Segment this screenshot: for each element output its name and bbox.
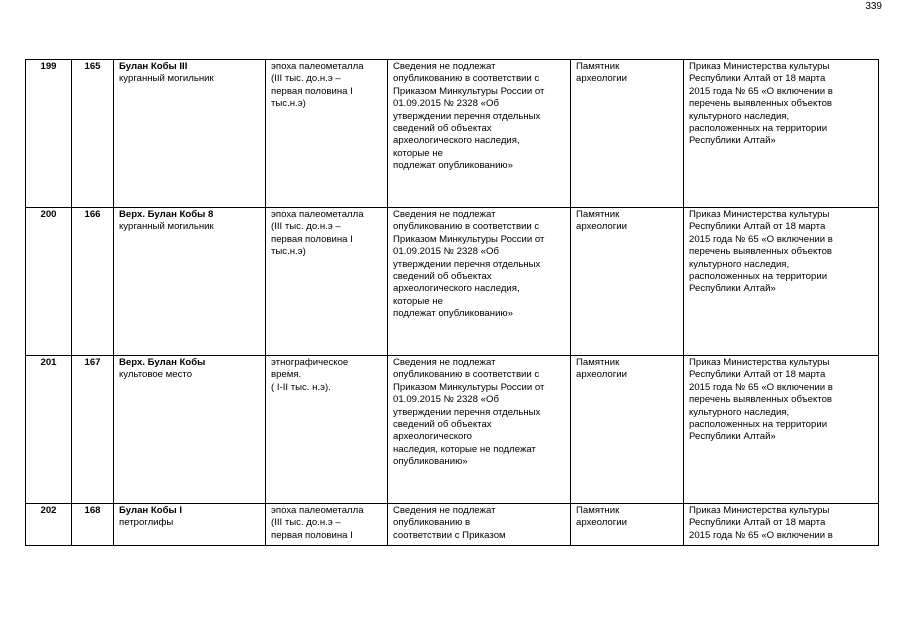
- page-number: 339: [865, 1, 882, 12]
- category-cell: Памятник археологии: [571, 356, 684, 504]
- dating-cell: эпоха палеометалла (III тыс. до.н.э – первая половина I: [266, 504, 388, 546]
- object-number-cell: 166: [72, 208, 114, 356]
- object-type: культовое место: [119, 369, 193, 381]
- table-row: [26, 504, 879, 546]
- heritage-registry-table: [25, 59, 879, 546]
- object-name-cell: [114, 504, 266, 546]
- location-info-cell: Сведения не подлежат опубликованию в соответствии с Приказом Минкультуры России от 01.09.2015 № 2328 «Об утверждении перечня отдельных сведений об объектах археологического наследия, которые не подлежат опубликованию»: [388, 356, 571, 504]
- object-name: Верх. Булан Кобы: [119, 357, 206, 368]
- object-name: Булан Кобы III: [119, 61, 188, 72]
- location-info-cell: Сведения не подлежат опубликованию в соответствии с Приказом Минкультуры России от 01.09.2015 № 2328 «Об утверждении перечня отдельных сведений об объектах археологического наследия, которые не подлежат опубликованию»: [388, 208, 571, 356]
- legal-document-cell: Приказ Министерства культуры Республики Алтай от 18 марта 2015 года № 65 «О включении в перечень выявленных объектов культурного наследия, расположенных на территории Республики Алтай»: [684, 356, 879, 504]
- table-row: [26, 60, 879, 208]
- row-number-cell: 199: [26, 60, 72, 208]
- location-info-cell: Сведения не подлежат опубликованию в соответствии с Приказом: [388, 504, 571, 546]
- object-name-cell: [114, 356, 266, 504]
- object-type: курганный могильник: [119, 221, 214, 233]
- dating-cell: эпоха палеометалла (III тыс. до.н.э – первая половина I тыс.н.э): [266, 60, 388, 208]
- table-row: [26, 208, 879, 356]
- object-name: Верх. Булан Кобы 8: [119, 209, 214, 220]
- dating-cell: эпоха палеометалла (III тыс. до.н.э – первая половина I тыс.н.э): [266, 208, 388, 356]
- legal-document-cell: Приказ Министерства культуры Республики Алтай от 18 марта 2015 года № 65 «О включении в перечень выявленных объектов культурного наследия, расположенных на территории Республики Алтай»: [684, 60, 879, 208]
- object-type: курганный могильник: [119, 73, 214, 85]
- object-number-cell: 167: [72, 356, 114, 504]
- legal-document-cell: Приказ Министерства культуры Республики Алтай от 18 марта 2015 года № 65 «О включении в перечень выявленных объектов культурного наследия, расположенных на территории Республики Алтай»: [684, 208, 879, 356]
- object-name-cell: [114, 60, 266, 208]
- table-row: [26, 356, 879, 504]
- dating-cell: этнографическое время. ( I-II тыс. н.э).: [266, 356, 388, 504]
- object-name: Булан Кобы I: [119, 505, 183, 516]
- category-cell: Памятник археологии: [571, 60, 684, 208]
- object-number-cell: 168: [72, 504, 114, 546]
- row-number-cell: 202: [26, 504, 72, 546]
- category-cell: Памятник археологии: [571, 504, 684, 546]
- object-name-cell: [114, 208, 266, 356]
- object-type: петроглифы: [119, 517, 174, 529]
- object-number-cell: 165: [72, 60, 114, 208]
- row-number-cell: 200: [26, 208, 72, 356]
- legal-document-cell: Приказ Министерства культуры Республики Алтай от 18 марта 2015 года № 65 «О включении в: [684, 504, 879, 546]
- category-cell: Памятник археологии: [571, 208, 684, 356]
- location-info-cell: Сведения не подлежат опубликованию в соответствии с Приказом Минкультуры России от 01.09.2015 № 2328 «Об утверждении перечня отдельных сведений об объектах археологического наследия, которые не подлежат опубликованию»: [388, 60, 571, 208]
- row-number-cell: 201: [26, 356, 72, 504]
